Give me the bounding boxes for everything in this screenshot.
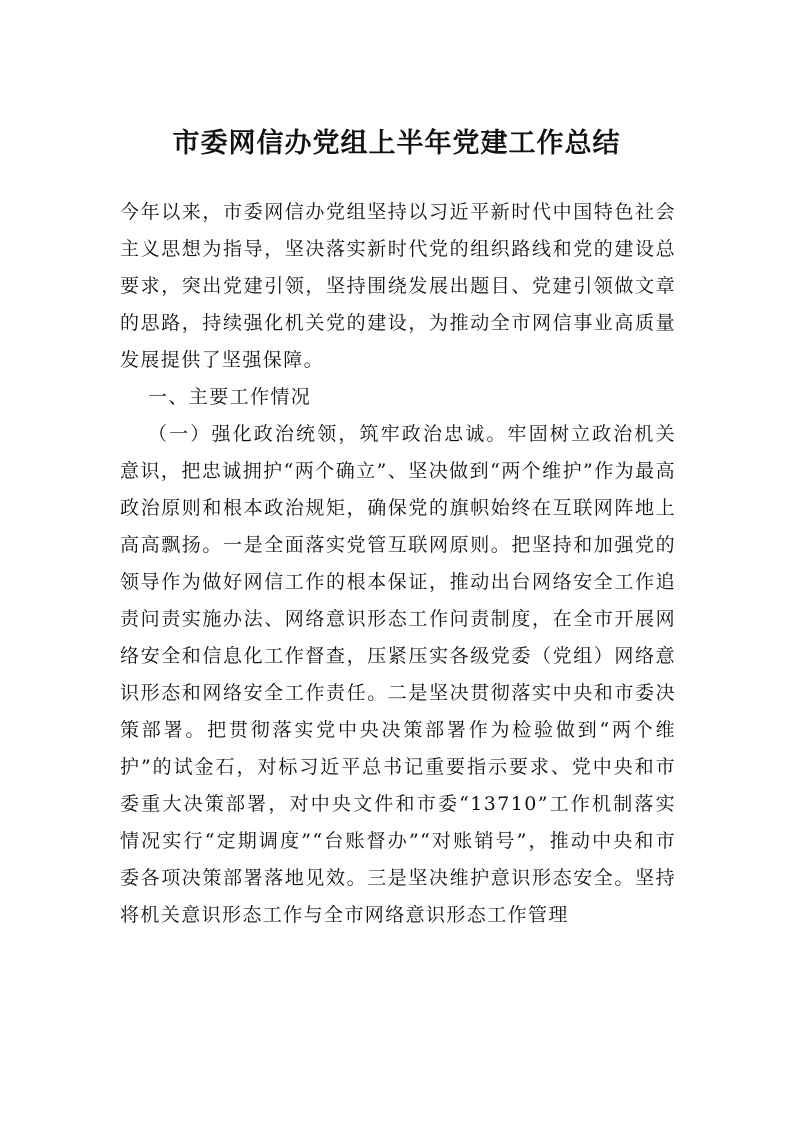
intro-paragraph: 今年以来，市委网信办党组坚持以习近平新时代中国特色社会主义思想为指导，坚决落实新时代党的组织路线和党的建设总要求，突出党建引领，坚持围绕发展出题目、党建引领做文章的思路，持续强化机关党的建设，为推动全市网信事业高质量发展提供了坚强保障。 xyxy=(120,201,676,371)
document-title: 市委网信办党组上半年党建工作总结 xyxy=(172,128,621,159)
section-heading: 一、主要工作情况 xyxy=(148,386,312,408)
body-paragraph: （一）强化政治统领，筑牢政治忠诚。牢固树立政治机关意识，把忠诚拥护“两个确立”、坚决做到“两个维护”作为最高政治原则和根本政治规矩，确保党的旗帜始终在互联网阵地上高高飘扬。一是全面落实党管互联网原则。把坚持和加强党的领导作为做好网信工作的根本保证，推动出台网络安全工作追责问责实施办法、网络意识形态工作问责制度，在全市开展网络安全和信息化工作督查，压紧压实各级党委（党组）网络意识形态和网络安全工作责任。二是坚决贯彻落实中央和市委决策部署。把贯彻落实党中央决策部署作为检验做到“两个维护”的试金石，对标习近平总书记重要指示要求、党中央和市委重大决策部署，对中央文件和市委“13710”工作机制落实情况实行“定期调度”“台账督办”“对账销号”，推动中央和市委各项决策部署落地见效。三是坚决维护意识形态安全。坚持将机关意识形态工作与全市网络意识形态工作管理 xyxy=(120,423,676,926)
document-body xyxy=(120,194,676,934)
